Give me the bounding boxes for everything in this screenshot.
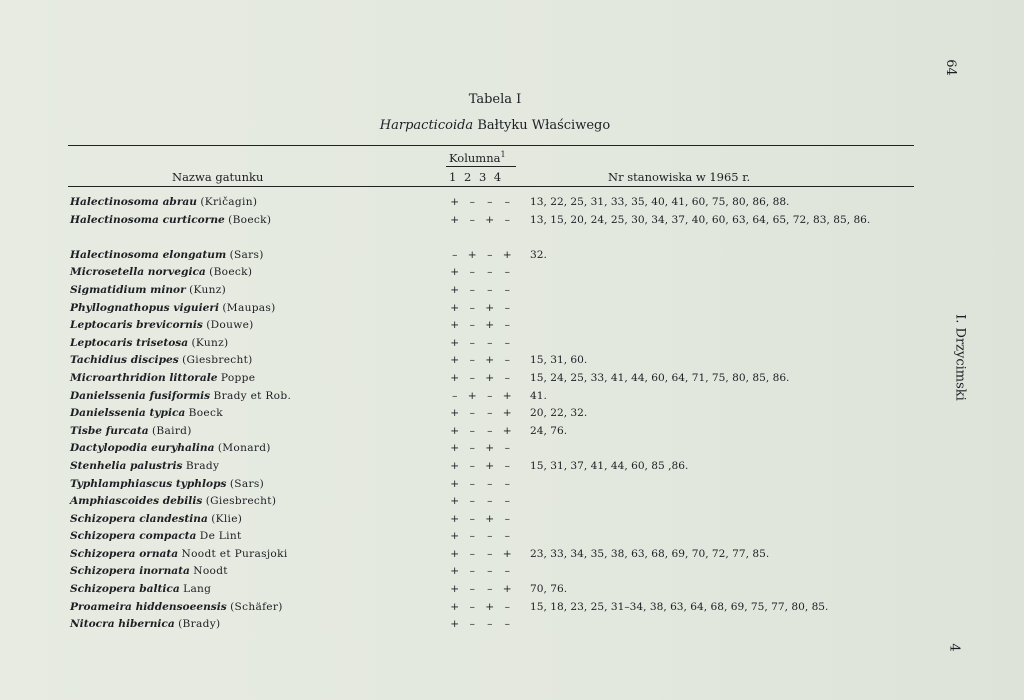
species-name: Halectinosoma abrau xyxy=(70,196,197,208)
kolumna-mark: – xyxy=(504,565,510,578)
species-author: (Kričagin) xyxy=(200,196,258,208)
species-cell xyxy=(70,282,226,300)
column-header-kolumna-numbers: 1 2 3 4 xyxy=(449,170,502,184)
kolumna-mark: + xyxy=(502,547,512,560)
species-author: Noodt xyxy=(193,565,228,578)
kolumna-marks xyxy=(446,352,516,370)
species-name: Sigmatidium minor xyxy=(70,283,186,296)
kolumna-mark: – xyxy=(469,547,475,560)
kolumna-mark: – xyxy=(469,283,475,296)
table-row xyxy=(70,352,950,370)
species-cell xyxy=(70,423,192,441)
species-cell xyxy=(70,563,228,581)
kolumna-mark: – xyxy=(487,266,493,279)
species-cell xyxy=(70,616,220,634)
kolumna-marks xyxy=(446,546,516,564)
kolumna-mark: + xyxy=(450,565,460,578)
stations-cell: 24, 76. xyxy=(530,424,568,437)
species-cell xyxy=(70,212,271,230)
species-cell xyxy=(70,300,276,318)
footnote-marker: 1 xyxy=(500,150,506,159)
kolumna-mark: + xyxy=(467,248,477,261)
kolumna-mark: – xyxy=(504,530,510,543)
running-head-author: I. Drzycimski xyxy=(952,314,968,401)
kolumna-mark: – xyxy=(469,600,475,613)
table-row xyxy=(70,194,950,212)
species-cell xyxy=(70,599,283,617)
species-author: (Maupas) xyxy=(222,301,276,314)
table-row xyxy=(70,212,950,247)
species-name: Dactylopodia euryhalina xyxy=(70,442,215,455)
kolumna-marks xyxy=(446,405,516,423)
species-author: Brady xyxy=(185,459,220,472)
kolumna-mark: – xyxy=(504,354,510,367)
table-row xyxy=(70,335,950,353)
table-row xyxy=(70,563,950,581)
species-author: (Boeck) xyxy=(228,213,272,226)
kolumna-mark: + xyxy=(485,213,495,226)
kolumna-marks xyxy=(446,335,516,353)
kolumna-mark: + xyxy=(502,583,512,596)
kolumna-mark: + xyxy=(450,512,460,525)
kolumna-mark: – xyxy=(469,565,475,578)
signature-number: 4 xyxy=(946,643,962,652)
species-name: Danielssenia typica xyxy=(70,407,186,420)
kolumna-mark: – xyxy=(504,336,510,349)
kolumna-mark: – xyxy=(487,477,493,490)
species-cell xyxy=(70,405,223,423)
kolumna-mark: – xyxy=(487,530,493,543)
kolumna-mark: – xyxy=(469,371,475,384)
species-cell xyxy=(70,458,219,476)
species-author: (Schäfer) xyxy=(230,600,283,613)
species-name: Tisbe furcata xyxy=(70,424,149,437)
species-author: Poppe xyxy=(220,371,256,384)
species-name: Schizopera ornata xyxy=(70,547,179,560)
kolumna-marks xyxy=(446,599,516,617)
kolumna-mark: – xyxy=(469,301,475,314)
species-author: (Kunz) xyxy=(189,283,227,296)
kolumna-marks xyxy=(446,317,516,335)
species-author: (Giesbrecht) xyxy=(205,495,277,508)
kolumna-mark: + xyxy=(485,600,495,613)
species-author: Lang xyxy=(183,583,212,596)
kolumna-mark: + xyxy=(450,371,460,384)
species-cell xyxy=(70,370,255,388)
kolumna-marks xyxy=(446,423,516,441)
stations-cell: 13, 22, 25, 31, 33, 35, 40, 41, 60, 75, 80, 86, 88. xyxy=(530,196,790,208)
kolumna-mark: – xyxy=(487,389,493,402)
kolumna-mark: – xyxy=(504,213,510,226)
kolumna-mark: + xyxy=(450,213,460,226)
species-name: Nitocra hibernica xyxy=(70,618,175,631)
kolumna-mark: – xyxy=(487,336,493,349)
kolumna-mark: + xyxy=(485,319,495,332)
species-name: Microsetella norvegica xyxy=(70,266,206,279)
species-author: (Klie) xyxy=(211,512,243,525)
kolumna-marks xyxy=(446,511,516,529)
kolumna-mark: + xyxy=(450,196,460,208)
species-cell xyxy=(70,388,291,406)
species-author: (Giesbrecht) xyxy=(182,354,253,367)
table-row xyxy=(70,282,950,300)
kolumna-mark: – xyxy=(504,442,510,455)
species-name: Leptocaris trisetosa xyxy=(70,336,189,349)
stations-cell: 32. xyxy=(530,248,547,261)
species-author: (Sars) xyxy=(229,477,264,490)
species-cell xyxy=(70,335,228,353)
kolumna-marks xyxy=(446,194,516,212)
kolumna-mark: – xyxy=(469,618,475,631)
species-cell xyxy=(70,352,253,370)
table-row xyxy=(70,247,950,265)
species-name: Schizopera baltica xyxy=(70,583,180,596)
stations-cell: 20, 22, 32. xyxy=(530,407,588,420)
kolumna-mark: – xyxy=(487,196,493,208)
kolumna-mark: – xyxy=(469,213,475,226)
table-row xyxy=(70,528,950,546)
kolumna-mark: + xyxy=(502,389,512,402)
kolumna-mark: – xyxy=(469,336,475,349)
kolumna-mark: – xyxy=(469,442,475,455)
kolumna-marks xyxy=(446,563,516,581)
kolumna-mark: – xyxy=(469,459,475,472)
kolumna-mark: – xyxy=(469,424,475,437)
kolumna-mark: – xyxy=(469,512,475,525)
species-author: Brady et Rob. xyxy=(213,389,292,402)
kolumna-mark: + xyxy=(502,407,512,420)
kolumna-marks xyxy=(446,282,516,300)
column-header-species: Nazwa gatunku xyxy=(172,170,264,184)
kolumna-mark: + xyxy=(450,477,460,490)
stations-cell: 15, 31, 37, 41, 44, 60, 85 ,86. xyxy=(530,459,689,472)
kolumna-mark: – xyxy=(469,495,475,508)
table-row xyxy=(70,370,950,388)
species-cell xyxy=(70,546,288,564)
kolumna-mark: + xyxy=(450,407,460,420)
species-author: (Monard) xyxy=(217,442,271,455)
kolumna-marks xyxy=(446,493,516,511)
table-row xyxy=(70,388,950,406)
kolumna-mark: – xyxy=(487,424,493,437)
kolumna-mark: + xyxy=(450,547,460,560)
kolumna-mark: + xyxy=(450,301,460,314)
kolumna-mark: + xyxy=(485,512,495,525)
kolumna-mark: + xyxy=(502,424,512,437)
kolumna-mark: + xyxy=(450,618,460,631)
kolumna-mark: – xyxy=(504,266,510,279)
kolumna-mark: – xyxy=(504,301,510,314)
species-author: (Kunz) xyxy=(191,336,229,349)
kolumna-marks xyxy=(446,212,516,230)
kolumna-marks xyxy=(446,370,516,388)
species-cell xyxy=(70,264,252,282)
kolumna-mark: – xyxy=(469,319,475,332)
kolumna-mark: + xyxy=(450,459,460,472)
kolumna-mark: – xyxy=(487,565,493,578)
kolumna-marks xyxy=(446,388,516,406)
species-name: Proameira hiddensoeensis xyxy=(70,600,227,613)
species-cell xyxy=(70,528,242,546)
kolumna-mark: + xyxy=(485,354,495,367)
table-row xyxy=(70,300,950,318)
kolumna-mark: + xyxy=(450,495,460,508)
kolumna-mark: + xyxy=(485,371,495,384)
page-number: 64 xyxy=(942,59,958,76)
species-cell xyxy=(70,317,254,335)
kolumna-marks xyxy=(446,476,516,494)
species-name: Halectinosoma curticorne xyxy=(70,213,225,226)
table-row xyxy=(70,511,950,529)
kolumna-underline xyxy=(446,166,516,167)
kolumna-mark: – xyxy=(469,266,475,279)
kolumna-marks xyxy=(446,440,516,458)
kolumna-marks xyxy=(446,581,516,599)
table-row xyxy=(70,599,950,617)
kolumna-mark: + xyxy=(450,283,460,296)
species-name: Stenhelia palustris xyxy=(70,459,183,472)
species-cell xyxy=(70,247,264,265)
kolumna-mark: – xyxy=(504,477,510,490)
kolumna-mark: – xyxy=(469,196,475,208)
kolumna-mark: – xyxy=(487,283,493,296)
kolumna-mark: – xyxy=(504,283,510,296)
kolumna-marks xyxy=(446,616,516,634)
kolumna-marks xyxy=(446,300,516,318)
kolumna-mark: – xyxy=(452,389,458,402)
stations-cell: 70, 76. xyxy=(530,583,568,596)
stations-cell: 23, 33, 34, 35, 38, 63, 68, 69, 70, 72, 77, 85. xyxy=(530,547,770,560)
kolumna-mark: – xyxy=(469,407,475,420)
table-row xyxy=(70,493,950,511)
kolumna-mark: – xyxy=(504,600,510,613)
stations-cell: 15, 24, 25, 33, 41, 44, 60, 64, 71, 75, 80, 85, 86. xyxy=(530,371,790,384)
table-row xyxy=(70,581,950,599)
kolumna-mark: – xyxy=(469,354,475,367)
kolumna-mark: – xyxy=(504,196,510,208)
species-author: (Boeck) xyxy=(209,266,253,279)
species-name: Danielssenia fusiformis xyxy=(70,389,211,402)
species-name: Tachidius discipes xyxy=(70,354,179,367)
species-author: (Brady) xyxy=(178,618,221,631)
species-cell xyxy=(70,511,242,529)
kolumna-mark: + xyxy=(467,389,477,402)
species-author: (Sars) xyxy=(229,248,264,261)
kolumna-mark: + xyxy=(450,530,460,543)
table-top-rule xyxy=(68,145,914,146)
species-name: Schizopera compacta xyxy=(70,530,197,543)
table-row xyxy=(70,476,950,494)
species-author: Boeck xyxy=(188,407,223,420)
kolumna-marks xyxy=(446,528,516,546)
table-label: Tabela I xyxy=(468,92,522,107)
table-title-taxon: Harpacticoida xyxy=(379,118,474,133)
kolumna-mark: – xyxy=(487,583,493,596)
kolumna-mark: + xyxy=(450,442,460,455)
kolumna-mark: + xyxy=(450,266,460,279)
species-author: (Baird) xyxy=(152,424,192,437)
kolumna-mark: – xyxy=(487,407,493,420)
kolumna-mark: – xyxy=(504,459,510,472)
species-cell xyxy=(70,581,211,599)
kolumna-mark: – xyxy=(487,547,493,560)
table-row xyxy=(70,405,950,423)
kolumna-mark: – xyxy=(452,248,458,261)
kolumna-mark: – xyxy=(504,618,510,631)
table-row xyxy=(70,264,950,282)
kolumna-mark: – xyxy=(487,248,493,261)
kolumna-mark: – xyxy=(504,371,510,384)
kolumna-mark: + xyxy=(485,459,495,472)
species-author: Noodt et Purasjoki xyxy=(181,547,288,560)
kolumna-mark: – xyxy=(469,477,475,490)
column-header-kolumna xyxy=(449,150,506,165)
column-header-stations: Nr stanowiska w 1965 r. xyxy=(608,170,751,184)
table-row xyxy=(70,458,950,476)
kolumna-mark: – xyxy=(504,512,510,525)
kolumna-marks xyxy=(446,264,516,282)
kolumna-mark: + xyxy=(502,248,512,261)
table-row xyxy=(70,546,950,564)
kolumna-mark: – xyxy=(487,495,493,508)
kolumna-mark: + xyxy=(450,424,460,437)
species-name: Amphiascoides debilis xyxy=(70,495,203,508)
species-name: Schizopera inornata xyxy=(70,565,190,578)
table-row xyxy=(70,616,950,634)
kolumna-mark: + xyxy=(450,319,460,332)
species-name: Halectinosoma elongatum xyxy=(70,248,227,261)
species-cell xyxy=(70,440,271,458)
table-row xyxy=(70,423,950,441)
species-cell xyxy=(70,493,276,511)
species-cell xyxy=(70,476,264,494)
kolumna-mark: – xyxy=(487,618,493,631)
species-name: Typhlamphiascus typhlops xyxy=(70,477,227,490)
kolumna-mark: – xyxy=(504,319,510,332)
table-title-rest: Bałtyku Właściwego xyxy=(477,118,611,133)
species-cell xyxy=(70,194,257,212)
kolumna-mark: – xyxy=(504,495,510,508)
table-header-rule xyxy=(68,186,914,187)
species-name: Microarthridion littorale xyxy=(70,371,218,384)
kolumna-marks xyxy=(446,247,516,265)
table-row xyxy=(70,317,950,335)
column-header-kolumna-text: Kolumna xyxy=(449,150,501,165)
kolumna-mark: + xyxy=(450,600,460,613)
stations-cell: 13, 15, 20, 24, 25, 30, 34, 37, 40, 60, 63, 64, 65, 72, 83, 85, 86. xyxy=(530,213,871,226)
species-author: (Douwe) xyxy=(206,319,254,332)
table-body xyxy=(70,194,950,634)
species-name: Schizopera clandestina xyxy=(70,512,208,525)
species-author: De Lint xyxy=(199,530,242,543)
kolumna-mark: – xyxy=(469,583,475,596)
species-name: Leptocaris brevicornis xyxy=(70,319,203,332)
kolumna-marks xyxy=(446,458,516,476)
stations-cell: 15, 18, 23, 25, 31–34, 38, 63, 64, 68, 69, 75, 77, 80, 85. xyxy=(530,600,829,613)
kolumna-mark: + xyxy=(450,583,460,596)
kolumna-mark: + xyxy=(485,301,495,314)
stations-cell: 41. xyxy=(530,389,547,402)
table-row xyxy=(70,440,950,458)
kolumna-mark: + xyxy=(485,442,495,455)
table-title xyxy=(0,118,990,133)
kolumna-mark: – xyxy=(469,530,475,543)
species-name: Phyllognathopus viguieri xyxy=(70,301,219,314)
stations-cell: 15, 31, 60. xyxy=(530,354,588,367)
kolumna-mark: + xyxy=(450,354,460,367)
kolumna-mark: + xyxy=(450,336,460,349)
